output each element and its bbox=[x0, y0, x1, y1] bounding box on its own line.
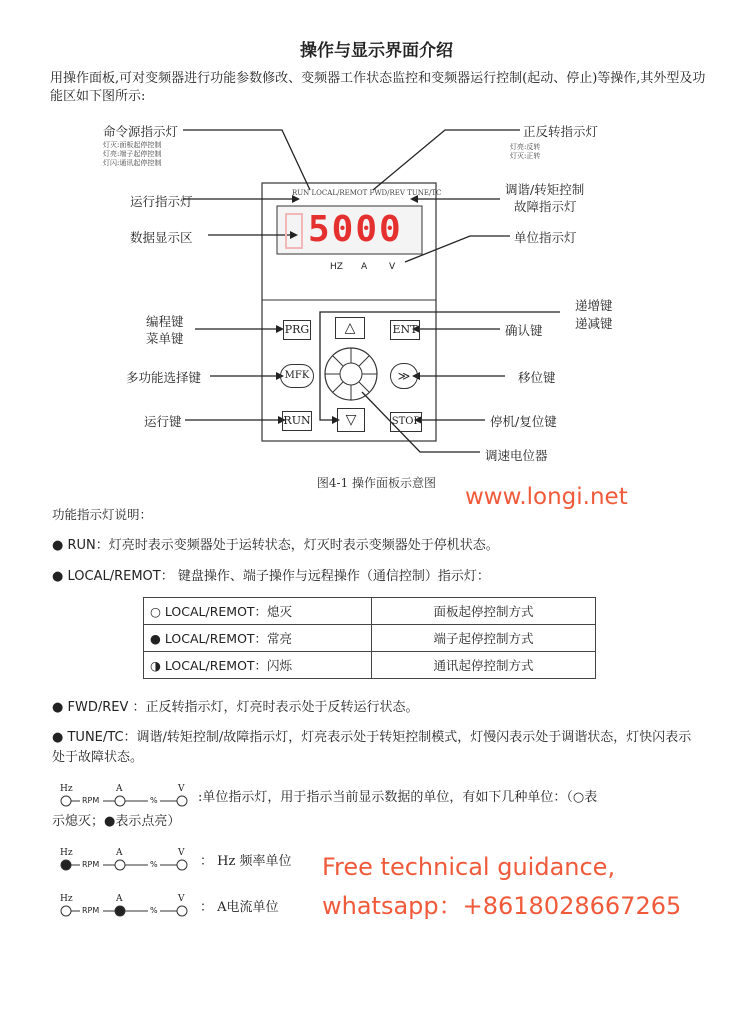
callout-stop-key: 停机/复位键 bbox=[490, 414, 557, 429]
prg-key[interactable]: PRG bbox=[283, 320, 311, 340]
diag-rpm-label: RPM bbox=[82, 906, 100, 915]
callout-fwd-note-2: 灯灭:正转 bbox=[510, 152, 541, 160]
callout-fwd-note-1: 灯亮:反转 bbox=[510, 143, 541, 151]
unit-intro-line1: :单位指示灯，用于指示当前显示数据的单位，有如下几种单位：（○表 bbox=[198, 790, 598, 805]
local-text: ： 键盘操作、端子操作与远程操作（通信控制）指示灯： bbox=[160, 569, 490, 584]
intro-paragraph: 用操作面板,可对变频器进行功能参数修改、变频器工作状态监控和变频器运行控制(起动、停止)等操作,其外型及功能区如下图所示: bbox=[50, 71, 706, 104]
tune-description bbox=[52, 728, 692, 768]
watermark-line-2: whatsapp：+8618028667265 bbox=[322, 892, 682, 920]
bullet-filled-icon: ● bbox=[52, 538, 64, 553]
diag-a-label: A bbox=[116, 894, 123, 904]
page-title: 操作与显示界面介绍 bbox=[300, 41, 453, 61]
callout-cmd-source: 命令源指示灯 bbox=[103, 124, 179, 139]
callout-cmd-note-3: 灯闪:通讯起停控制 bbox=[103, 159, 162, 167]
run-key-label: RUN bbox=[67, 538, 96, 553]
callout-cmd-note-2: 灯亮:端子起停控制 bbox=[103, 150, 162, 158]
mode-cell: 通讯起停控制方式 bbox=[372, 652, 596, 679]
display-ghost-digit bbox=[285, 213, 303, 249]
unit-intro-line2: 示熄灭；●表示点亮） bbox=[52, 814, 181, 829]
potentiometer-inner bbox=[340, 363, 362, 385]
callout-run-indicator: 运行指示灯 bbox=[130, 194, 193, 209]
unit-a-description: ： A电流单位 bbox=[200, 900, 279, 915]
diag-pct-label: % bbox=[150, 796, 158, 805]
state-label: LOCAL/REMOT：常亮 bbox=[164, 631, 293, 646]
fwd-text: ：正反转指示灯，灯亮时表示处于反转运行状态。 bbox=[128, 700, 419, 715]
callout-decrement: 递减键 bbox=[575, 316, 613, 331]
diag-rpm-label: RPM bbox=[82, 796, 100, 805]
diag-rpm-label: RPM bbox=[82, 860, 100, 869]
run-text: ：灯亮时表示变频器处于运转状态，灯灭时表示变频器处于停机状态。 bbox=[95, 538, 499, 553]
callout-run-key: 运行键 bbox=[144, 414, 182, 429]
diag-pct-label: % bbox=[150, 906, 158, 915]
table-row bbox=[144, 598, 596, 625]
local-remot-table bbox=[143, 597, 596, 679]
state-label: LOCAL/REMOT：熄灭 bbox=[164, 604, 293, 619]
diag-hz-label: Hz bbox=[60, 894, 73, 904]
callout-unit-indicator: 单位指示灯 bbox=[514, 230, 577, 245]
section-title: 功能指示灯说明： bbox=[52, 507, 153, 522]
diag-a-label: A bbox=[116, 848, 123, 858]
diag-v-label: V bbox=[178, 784, 185, 794]
unit-hz-label: HZ bbox=[330, 262, 343, 272]
state-label: LOCAL/REMOT：闪烁 bbox=[164, 658, 293, 673]
circle-half-icon: ◑ bbox=[150, 658, 161, 673]
diag-hz-label: Hz bbox=[60, 784, 73, 794]
callout-multi-function: 多功能选择键 bbox=[126, 370, 202, 385]
callout-shift: 移位键 bbox=[518, 370, 556, 385]
bullet-filled-icon: ● bbox=[52, 569, 64, 584]
callout-prog-2: 菜单键 bbox=[146, 331, 184, 346]
tune-text: ：调谐/转矩控制/故障指示灯，灯亮表示处于转矩控制模式，灯慢闪表示处于调谐状态，灯快闪表示处于故障状态。 bbox=[52, 730, 692, 765]
ent-key[interactable]: ENT bbox=[390, 320, 420, 340]
fwd-key-label: FWD/REV bbox=[67, 700, 129, 715]
shift-key[interactable]: ≫ bbox=[390, 363, 418, 389]
diag-hz-label: Hz bbox=[60, 848, 73, 858]
diag-v-label: V bbox=[178, 894, 185, 904]
tune-key-label: TUNE/TC bbox=[67, 730, 124, 745]
unit-hz-description: ： Hz 频率单位 bbox=[200, 854, 292, 869]
stop-key[interactable]: STOP bbox=[390, 412, 422, 432]
diag-pct-label: % bbox=[150, 860, 158, 869]
display-digits: 5000 bbox=[308, 209, 403, 250]
run-description bbox=[52, 534, 499, 553]
run-key[interactable]: RUN bbox=[282, 411, 312, 431]
table-row bbox=[144, 652, 596, 679]
leader-cmd-source bbox=[183, 130, 310, 190]
leader-fwd-rev bbox=[373, 130, 520, 190]
circle-filled-icon: ● bbox=[104, 814, 116, 829]
mode-cell: 面板起停控制方式 bbox=[372, 598, 596, 625]
bullet-filled-icon: ● bbox=[52, 730, 64, 745]
circle-empty-icon: ○ bbox=[150, 604, 161, 619]
callout-confirm: 确认键 bbox=[505, 323, 543, 338]
bullet-filled-icon: ● bbox=[52, 700, 64, 715]
callout-tune-1: 调谐/转矩控制 bbox=[505, 182, 585, 197]
callout-data-area: 数据显示区 bbox=[130, 230, 193, 245]
table-row bbox=[144, 625, 596, 652]
figure-caption: 图4-1 操作面板示意图 bbox=[316, 476, 437, 490]
callout-potentiometer: 调速电位器 bbox=[485, 448, 548, 463]
down-key[interactable]: ▽ bbox=[337, 408, 365, 432]
callout-increment: 递增键 bbox=[575, 298, 613, 313]
callout-prog-1: 编程键 bbox=[146, 314, 184, 329]
circle-empty-icon: ○ bbox=[572, 790, 585, 805]
unit-a-label: A bbox=[361, 262, 368, 272]
panel-top-indicators: RUN LOCAL/REMOT FWD/REV TUNE/TC bbox=[292, 189, 442, 197]
mode-cell: 端子起停控制方式 bbox=[372, 625, 596, 652]
mfk-key[interactable]: MFK bbox=[280, 364, 314, 388]
diag-a-label: A bbox=[116, 784, 123, 794]
callout-cmd-note-1: 灯灭:面板起停控制 bbox=[103, 141, 162, 149]
fwd-description bbox=[52, 696, 419, 715]
local-key-label: LOCAL/REMOT bbox=[67, 569, 161, 584]
local-description bbox=[52, 565, 490, 584]
callout-tune-2: 故障指示灯 bbox=[514, 199, 577, 214]
unit-v-label: V bbox=[389, 262, 396, 272]
diag-v-label: V bbox=[178, 848, 185, 858]
callout-fwd-rev: 正反转指示灯 bbox=[523, 124, 599, 139]
watermark-url: www.longi.net bbox=[465, 484, 628, 510]
watermark-line-1: Free technical guidance, bbox=[322, 853, 616, 881]
up-key[interactable]: △ bbox=[335, 317, 365, 339]
circle-filled-icon: ● bbox=[150, 631, 161, 646]
